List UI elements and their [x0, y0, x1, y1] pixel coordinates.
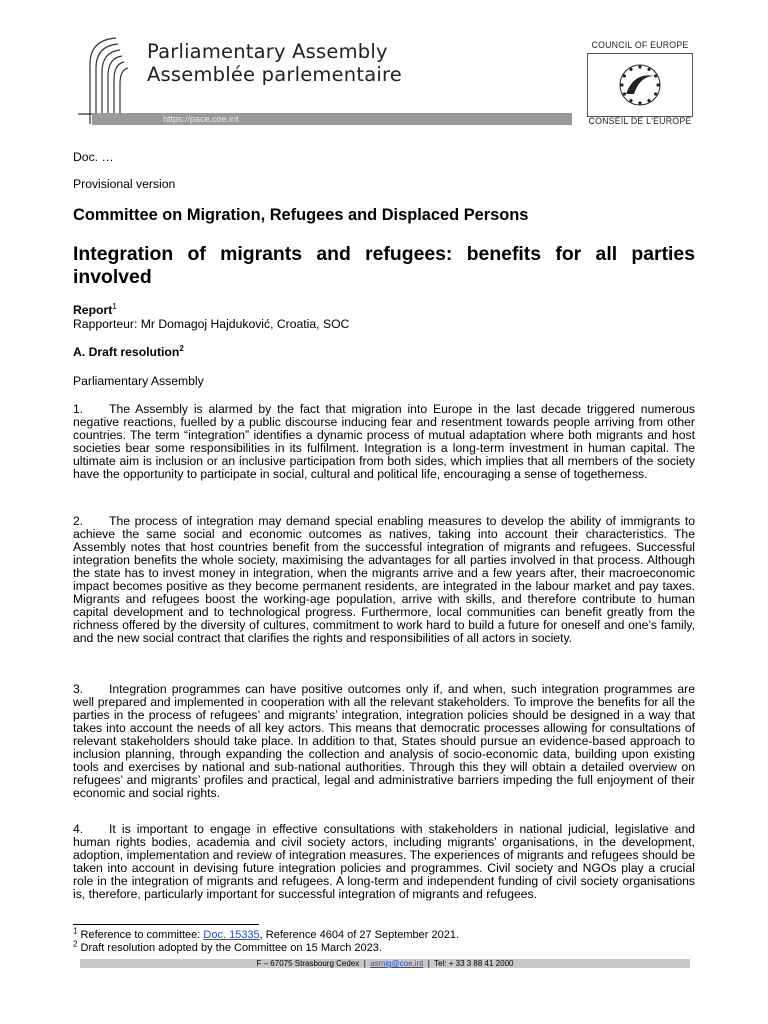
doc-status: Provisional version — [73, 177, 176, 191]
paragraph-text: The process of integration may demand special enabling measures to develop the ability of immigrants to achieve the same social and economic outcomes as natives, taking into account their characteristics. The Assembly notes that host countries benefit from the successful integration of migrants and refugees. Successful integration benefits the whole society, maximising the advantages for all parties involved in that process. Although the state has to invest money in integration, when the migrants arrive and a few years after, their macroeconomic impact becomes positive as they become permanent residents, are integrated in the labour market and pay taxes. Migrants and refugees boost the working-age population, arrive with skills, and therefore contribute to human capital development and to technological progress. Furthermore, local communities can benefit greatly from the richness offered by the diversity of cultures, commitment to work hard to build a future for oneself and one’s family, and the new social contract that clarifies the rights and responsibilities of all actors in society. — [73, 514, 695, 645]
doc-reference-link[interactable]: Doc. 15335 — [203, 929, 260, 941]
footer-email-link[interactable]: asmig@coe.int — [370, 959, 424, 968]
assembly-label: Parliamentary Assembly — [73, 374, 204, 388]
footer-tel: | Tel: + 33 3 88 41 2000 — [423, 959, 514, 968]
coe-emblem-icon — [588, 54, 692, 116]
footnote-text: , Reference 4604 of 27 September 2021. — [259, 929, 460, 941]
paragraph-text: The Assembly is alarmed by the fact that migration into Europe in the last decade triggered numerous negative reactions, fuelled by a public discourse inducing fear and resentment towards people arriving from other countries. The term “integration” identifies a dynamic process of mutual adaptation where both migrants and host societies bear some responsibilities in its fulfilment. Integration is a long-term investment in human capital. The ultimate aim is inclusion or an inclusive participation from both sides, which implies that all members of the society have the opportunity to participate in social, cultural and political life, encouraging a sense of togetherness. — [73, 402, 695, 481]
paragraph-number: 1. — [73, 402, 84, 416]
paragraph-2 — [73, 515, 695, 645]
section-heading-text: A. Draft resolution — [73, 345, 180, 359]
footnote-ref-2[interactable]: 2 — [179, 343, 184, 353]
paragraph-text: It is important to engage in effective consultations with stakeholders in national judicial, legislative and human rights bodies, academia and civil society actors, including migrants’ organisations, in the development, adoption, implementation and review of integration measures. The experiences of migrants and refugees should be taken into account in devising future integration policies and programmes. Civil society and NGOs play a crucial role in the integration of migrants and refugees. A long-term and independent funding of civil society organisations is, therefore, particularly important for successful integration of migrants and refugees. — [73, 822, 695, 901]
letterhead — [0, 0, 768, 135]
coe-name-en: COUNCIL OF EUROPE — [591, 40, 689, 50]
council-of-europe-logo — [587, 40, 693, 128]
paragraph-4 — [73, 823, 695, 901]
footnote-2 — [73, 939, 382, 955]
committee-name: Committee on Migration, Refugees and Displaced Persons — [73, 206, 529, 224]
report-title: Integration of migrants and refugees: benefits for all parties involved — [73, 243, 695, 288]
coe-name-fr: CONSEIL DE L'EUROPE — [588, 116, 692, 126]
footer-address: F – 67075 Strasbourg Cedex | — [256, 959, 371, 968]
assembly-name — [147, 40, 402, 86]
footnote-ref-1[interactable]: 1 — [112, 301, 117, 311]
footnote-1 — [73, 926, 460, 942]
section-heading — [73, 343, 695, 359]
footnote-divider — [73, 924, 259, 925]
footer-band — [80, 959, 690, 968]
paragraph-number: 2. — [73, 514, 84, 528]
doc-number: Doc. … — [73, 150, 114, 164]
assembly-name-en: Parliamentary Assembly — [147, 40, 388, 63]
rapporteur: Rapporteur: Mr Domagoj Hajduković, Croatia, SOC — [73, 317, 350, 331]
footnote-text: Draft resolution adopted by the Committee on 15 March 2023. — [80, 942, 382, 954]
footnote-number: 1 — [73, 926, 78, 936]
header-url[interactable]: https://pace.coe.int — [163, 114, 239, 124]
paragraph-number: 3. — [73, 682, 84, 696]
paragraph-3 — [73, 683, 695, 800]
paragraph-number: 4. — [73, 822, 84, 836]
footnote-text: Reference to committee: — [80, 929, 204, 941]
report-label-text: Report — [73, 303, 113, 317]
footnote-number: 2 — [73, 939, 78, 949]
paragraph-1 — [73, 403, 695, 481]
report-label — [73, 301, 695, 317]
assembly-name-fr: Assemblée parlementaire — [147, 63, 402, 86]
coe-emblem-box — [587, 53, 693, 117]
paragraph-text: Integration programmes can have positive outcomes only if, and when, such integration programmes are well prepared and implemented in cooperation with all the relevant stakeholders. To improve the benefits for all the parties in the process of refugees’ and migrants’ integration, integration policies should be designed in a way that takes into account the needs of all key actors. This means that democratic processes allowing for consultations of relevant stakeholders should take place. In addition to that, States should pursue an evidence-based approach to inclusion planning, through expanding the collection and analysis of socio-economic data, building upon existing tools and exercises by national and sub-national authorities. Through this they will obtain a detailed overview on refugees’ and migrants’ profiles and practical, legal and administrative barriers impeding the full enjoyment of their economic and social rights. — [73, 682, 695, 800]
